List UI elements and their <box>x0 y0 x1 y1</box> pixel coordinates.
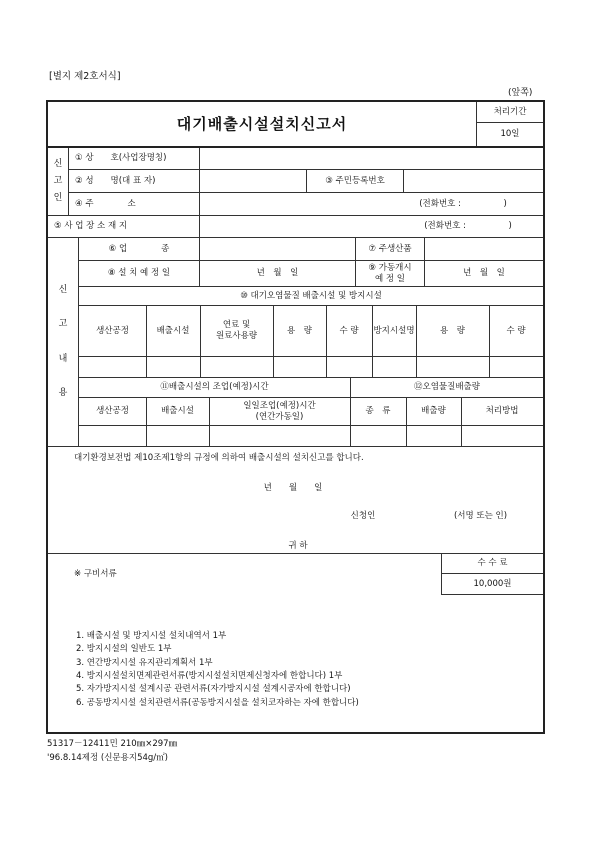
required-document-item: 5. 자가방지시설 설계시공 관련서류(자가방지시설 설계시공자에 한합니다) <box>76 684 351 695</box>
industry-label: ⑥ 업 종 <box>108 243 170 254</box>
signature-or-seal-label: (서명 또는 인) <box>453 510 508 521</box>
site-location-label: ⑤ 사 업 장 소 재 지 <box>54 221 128 232</box>
required-document-item: 3. 연간방지시설 유지관리계획서 1부 <box>76 657 213 668</box>
footer-date: '96.8.14제정 (신문용지54g/㎡) <box>47 753 168 763</box>
required-document-item: 6. 공동방지시설 설치관련서류(공동방지시설을 설치코자하는 자에 한합니다) <box>76 697 359 708</box>
required-document-item: 1. 배출시설 및 방지시설 설치내역서 1부 <box>76 631 227 641</box>
form-title: 대기배출시설설치신고서 <box>176 114 348 133</box>
required-documents-title: ※ 구비서류 <box>74 568 117 579</box>
operating-hours-col-header: 배출시설 <box>161 406 194 417</box>
emission-col-header: 종 류 <box>365 406 391 417</box>
operating-hours-col-header: 생산공정 <box>96 406 129 417</box>
resident-id-field[interactable] <box>404 170 543 192</box>
address-phone-label: (전화번호 : ) <box>419 198 507 209</box>
main-product-label: ⑦ 주생산품 <box>368 243 412 254</box>
recipient-label: 귀 하 <box>288 540 308 551</box>
install-date-label: ⑧ 설 치 예 정 일 <box>107 268 171 279</box>
fee-value: 10,000원 <box>473 578 512 589</box>
pollutant-col-header: 용 량 <box>287 325 312 336</box>
operation-date-value[interactable]: 년 월 일 <box>463 268 505 279</box>
address-label: ④ 주 소 <box>75 198 136 209</box>
report-section-label: 신 고 내 용 <box>58 285 68 398</box>
declaration-date[interactable]: 년 월 일 <box>263 482 323 493</box>
operating-hours-col-header: 일일조업(예정)시간 (연간가동일) <box>243 400 316 422</box>
operating-hours-header: ⑪배출시설의 조업(예정)시간 <box>160 382 269 393</box>
pollutant-col-header: 수 량 <box>339 325 359 336</box>
operation-date-label: ⑨ 가동개시 예 정 일 <box>368 262 412 284</box>
applicant-signature-label: 신청인 <box>350 510 376 521</box>
pollutant-col-header: 배출시설 <box>156 325 190 336</box>
emission-amount-header: ⑫오염물질배출량 <box>414 382 480 393</box>
required-document-item: 4. 방지시설설치면제관련서류(방지시설설치면제신청자에 한합니다) 1부 <box>76 670 343 681</box>
pollutant-col-header: 용 량 <box>440 325 465 336</box>
install-date-value[interactable]: 년 월 일 <box>256 268 299 279</box>
pollutant-facility-header: ⑩ 대기오염물질 배출시설 및 방지시설 <box>240 290 382 301</box>
business-name-label: ① 상 호(사업장명칭) <box>75 153 167 164</box>
pollutant-col-header: 연료 및 원료사용량 <box>215 320 258 341</box>
representative-label: ② 성 명(대 표 자) <box>75 175 156 186</box>
page-side-note: (앞쪽) <box>508 88 533 98</box>
business-name-field[interactable] <box>200 148 543 169</box>
site-phone-label: (전화번호 : ) <box>424 221 512 232</box>
footer-code: 51317－12411민 210㎜×297㎜ <box>47 739 178 749</box>
processing-period-label: 처리기간 <box>493 106 527 117</box>
pollutant-col-header: 방지시설명 <box>373 325 415 336</box>
representative-field[interactable] <box>200 170 306 192</box>
main-product-field[interactable] <box>425 238 543 260</box>
industry-field[interactable] <box>200 238 355 260</box>
fee-label: 수 수 료 <box>477 558 508 569</box>
form-reference: [별지 제2호서식] <box>49 71 121 82</box>
pollutant-col-header: 수 량 <box>506 325 526 336</box>
applicant-section-label: 신 고 인 <box>53 158 63 204</box>
emission-col-header: 처리방법 <box>485 406 519 417</box>
required-document-item: 2. 방지시설의 일반도 1부 <box>76 644 172 655</box>
report-form <box>46 100 545 734</box>
resident-id-label: ③ 주민등록번호 <box>325 175 385 186</box>
pollutant-col-header: 생산공정 <box>96 325 129 336</box>
processing-period-value: 10일 <box>500 129 520 140</box>
emission-col-header: 배출량 <box>421 406 446 417</box>
declaration-statement: 대기환경보전법 제10조제1항의 규정에 의하여 배출시설의 설치신고를 합니다. <box>74 452 364 463</box>
